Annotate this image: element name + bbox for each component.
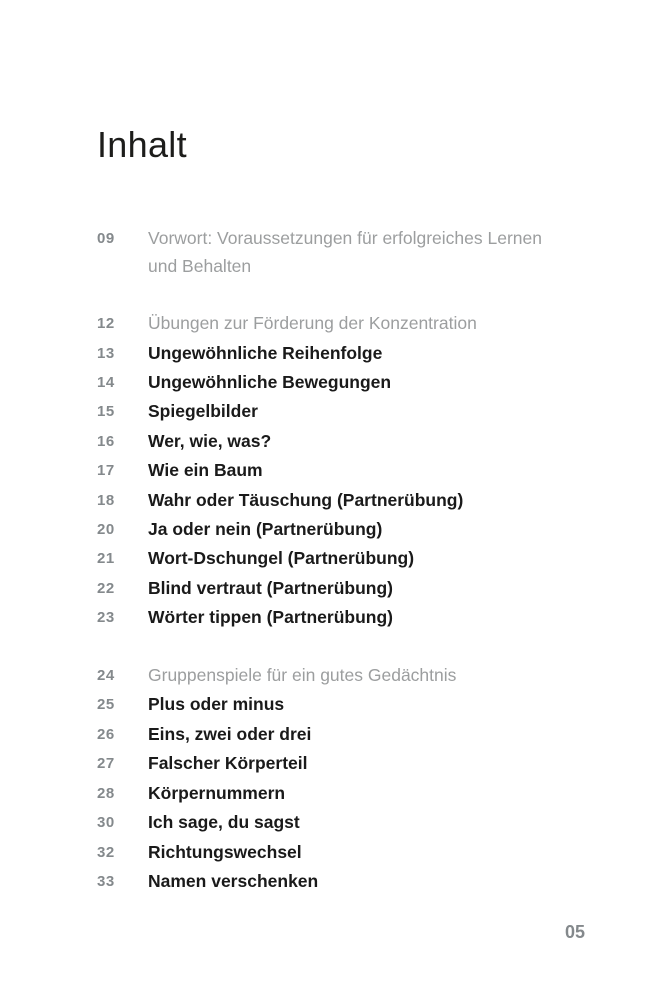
toc-row: [97, 574, 552, 603]
toc-row: [97, 690, 552, 719]
toc-page-ref: 21: [97, 550, 115, 568]
page-number: 05: [564, 922, 585, 942]
toc-page-ref: 20: [97, 521, 115, 539]
toc-entry-label: Körpernummern: [148, 782, 286, 803]
toc-row: [97, 720, 552, 749]
toc-entry-label: Vorwort: Voraussetzungen für erfolgreiches Lernen und Behalten: [148, 228, 542, 277]
toc-row: [97, 515, 552, 544]
toc-row: [97, 808, 552, 837]
toc-row: [97, 309, 552, 338]
toc-entry-label: Wer, wie, was?: [148, 430, 272, 451]
toc-entry-label: Namen verschenken: [148, 870, 319, 891]
toc-page-ref: 16: [97, 432, 115, 450]
toc-entry-label: Ja oder nein (Partnerübung): [148, 519, 383, 540]
toc-list: [97, 224, 552, 896]
toc-page-ref: 25: [97, 696, 115, 714]
toc-entry-label: Richtungswechsel: [148, 841, 302, 862]
toc-page-ref: 18: [97, 491, 115, 509]
toc-row: [97, 838, 552, 867]
toc-page-ref: 28: [97, 784, 115, 802]
toc-entry-label: Wort-Dschungel (Partnerübung): [148, 548, 415, 569]
toc-entry-label: Falscher Körperteil: [148, 753, 308, 774]
toc-row: [97, 224, 552, 281]
toc-page-ref: 12: [97, 315, 115, 333]
toc-row: [97, 867, 552, 896]
toc-page-ref: 26: [97, 725, 115, 743]
toc-row: [97, 661, 552, 690]
toc-row: [97, 427, 552, 456]
toc-page-ref: 13: [97, 344, 115, 362]
toc-page-ref: 09: [97, 230, 115, 247]
toc-row: [97, 456, 552, 485]
toc-entry-label: Wörter tippen (Partnerübung): [148, 607, 393, 628]
toc-entry-label: Ungewöhnliche Reihenfolge: [148, 342, 383, 363]
toc-page-ref: 23: [97, 609, 115, 627]
page-title: Inhalt: [97, 124, 187, 165]
toc-page-ref: 30: [97, 814, 115, 832]
toc-page-ref: 33: [97, 872, 115, 890]
toc-entry-label: Ungewöhnliche Bewegungen: [148, 372, 392, 393]
toc-entry-label: Eins, zwei oder drei: [148, 723, 312, 744]
toc-page-ref: 24: [97, 667, 115, 685]
toc-page-ref: 15: [97, 403, 115, 421]
toc-entry-label: Ich sage, du sagst: [148, 812, 300, 833]
toc-entry-label: Wie ein Baum: [148, 460, 263, 481]
toc-row: [97, 544, 552, 573]
toc-row: [97, 749, 552, 778]
toc-page-ref: 14: [97, 374, 115, 392]
toc-page-ref: 27: [97, 755, 115, 773]
toc-page-ref: 32: [97, 843, 115, 861]
toc-entry-label: Gruppenspiele für ein gutes Gedächtnis: [148, 665, 457, 686]
toc-row: [97, 339, 552, 368]
toc-group-spacer: [97, 281, 552, 309]
toc-entry-label: Übungen zur Förderung der Konzentration: [148, 313, 477, 334]
toc-group-spacer: [97, 633, 552, 661]
toc-entry-label: Blind vertraut (Partnerübung): [148, 577, 394, 598]
toc-entry-label: Wahr oder Täuschung (Partnerübung): [148, 489, 464, 510]
toc-row: [97, 603, 552, 632]
toc-row: [97, 397, 552, 426]
toc-row: [97, 368, 552, 397]
toc-page-ref: 22: [97, 579, 115, 597]
toc-page-ref: 17: [97, 462, 115, 480]
toc-entry-label: Plus oder minus: [148, 694, 285, 715]
toc-row: [97, 779, 552, 808]
toc-entry-label: Spiegelbilder: [148, 401, 258, 422]
toc-row: [97, 486, 552, 515]
